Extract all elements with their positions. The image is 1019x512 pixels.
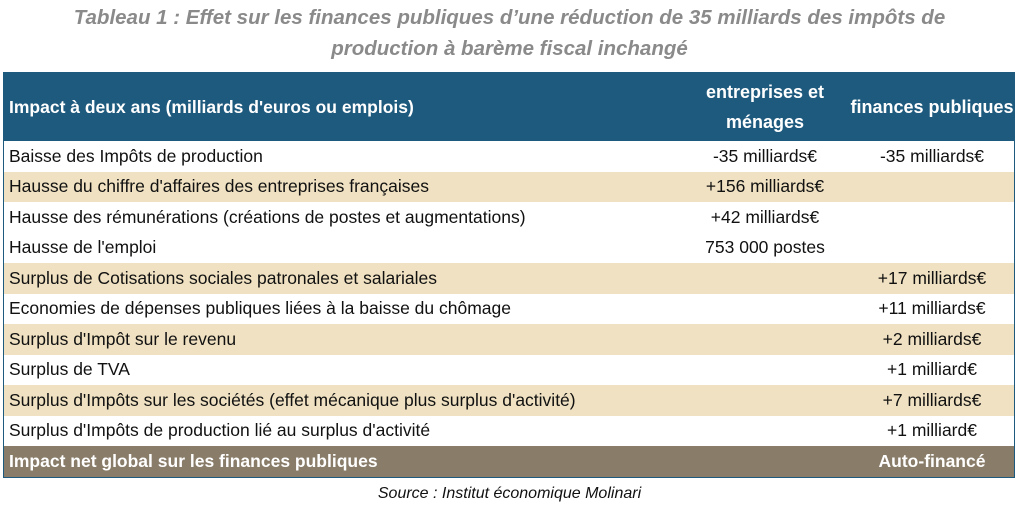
row-entreprises-value: 753 000 postes [705, 237, 825, 258]
table-header-row [4, 73, 1014, 141]
header-entreprises-menages: entreprises et ménages [705, 82, 825, 132]
total-finances-value: Auto-financé [878, 451, 986, 471]
row-entreprises-value: -35 milliards€ [712, 145, 818, 166]
table-title [0, 2, 1019, 64]
row-entreprises-value: +156 milliards€ [705, 176, 825, 197]
row-label: Economies de dépenses publiques liées à la baisse du chômage [9, 298, 511, 319]
row-finances-value: -35 milliards€ [879, 145, 985, 166]
data-table [3, 72, 1015, 478]
table-total-row [4, 446, 1014, 477]
row-finances-value: +2 milliards€ [882, 328, 982, 349]
row-label: Hausse des rémunérations (créations de postes et augmentations) [9, 206, 526, 227]
table-row [4, 263, 1014, 294]
table-row [4, 172, 1014, 203]
row-label: Surplus d'Impôts de production lié au surplus d'activité [9, 420, 431, 441]
row-finances-value: +17 milliards€ [877, 267, 987, 288]
row-finances-value: +1 milliard€ [887, 359, 977, 380]
table-row [4, 202, 1014, 233]
row-label: Hausse de l'emploi [9, 237, 157, 258]
row-label: Baisse des Impôts de production [9, 145, 263, 166]
row-label: Surplus de Cotisations sociales patronales et salariales [9, 267, 438, 288]
row-label: Surplus d'Impôt sur le revenu [9, 328, 237, 349]
table-row [4, 385, 1014, 416]
row-label: Hausse du chiffre d'affaires des entreprises françaises [9, 176, 429, 197]
row-label: Surplus de TVA [9, 359, 130, 380]
total-label: Impact net global sur les finances publiques [9, 451, 378, 471]
table-row [4, 233, 1014, 264]
header-impact: Impact à deux ans (milliards d'euros ou emplois) [9, 96, 414, 117]
row-entreprises-value: +42 milliards€ [710, 206, 820, 227]
table-title-line-2: production à barème fiscal inchangé [331, 37, 688, 60]
table-row [4, 294, 1014, 325]
row-label: Surplus d'Impôts sur les sociétés (effet mécanique plus surplus d'activité) [9, 389, 576, 410]
table-row [4, 416, 1014, 447]
table-row [4, 141, 1014, 172]
table-row [4, 324, 1014, 355]
header-finances-publiques: finances publiques [850, 97, 1014, 117]
row-finances-value: +7 milliards€ [882, 389, 982, 410]
row-finances-value: +11 milliards€ [878, 298, 986, 319]
table-title-line-1: Tableau 1 : Effet sur les finances publiques d’une réduction de 35 milliards des impôts de [73, 6, 946, 29]
source-note: Source : Institut économique Molinari [377, 485, 642, 502]
row-finances-value: +1 milliard€ [887, 420, 977, 441]
table-row [4, 355, 1014, 386]
